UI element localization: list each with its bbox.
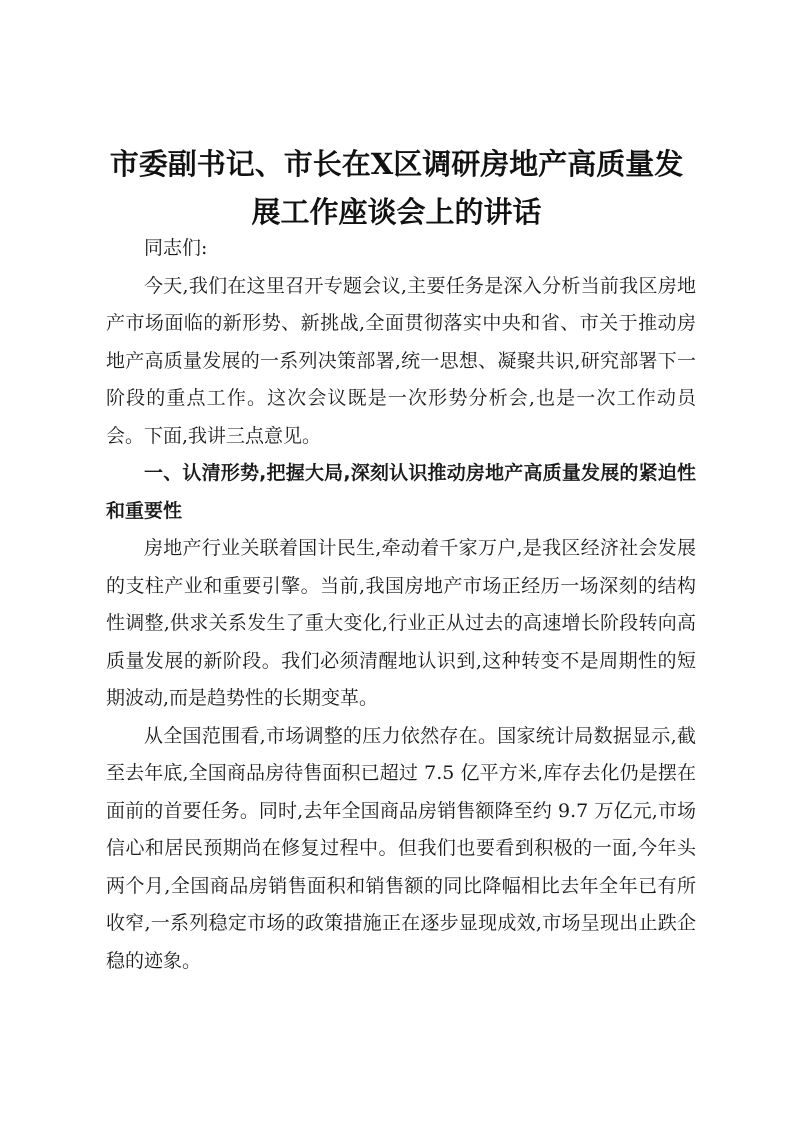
body-paragraph-intro: 今天,我们在这里召开专题会议,主要任务是深入分析当前我区房地产市场面临的新形势、新挑战,全面贯彻落实中央和省、市关于推动房地产高质量发展的一系列决策部署,统一思想、凝聚共识,研究部署下一阶段的重点工作。这次会议既是一次形势分析会,也是一次工作动员会。下面,我讲三点意见。 — [106, 274, 696, 447]
document-body — [106, 230, 696, 980]
body-paragraph: 房地产行业关联着国计民生,牵动着千家万户,是我区经济社会发展的支柱产业和重要引擎。当前,我国房地产市场正经历一场深刻的结构性调整,供求关系发生了重大变化,行业正从过去的高速增长阶段转向高质量发展的新阶段。我们必须清醒地认识到,这种转变不是周期性的短期波动,而是趋势性的长期变革。 — [106, 537, 696, 709]
body-paragraph: 从全国范围看,市场调整的压力依然存在。国家统计局数据显示,截至去年底,全国商品房待售面积已超过 7.5 亿平方米,库存去化仍是摆在面前的首要任务。同时,去年全国商品房销售额降至约 9.7 万亿元,市场信心和居民预期尚在修复过程中。但我们也要看到积极的一面,今年头两个月,全国商品房销售面积和销售额的同比降幅相比去年全年已有所收窄,一系列稳定市场的政策措施正在逐步显现成效,市场呈现出止跌企稳的迹象。 — [106, 724, 696, 972]
salutation: 同志们: — [144, 237, 208, 259]
section-heading-1: 一、认清形势,把握大局,深刻认识推动房地产高质量发展的紧迫性和重要性 — [106, 462, 696, 522]
document-title: 市委副书记、市长在X区调研房地产高质量发展工作座谈会上的讲话 — [109, 147, 684, 229]
